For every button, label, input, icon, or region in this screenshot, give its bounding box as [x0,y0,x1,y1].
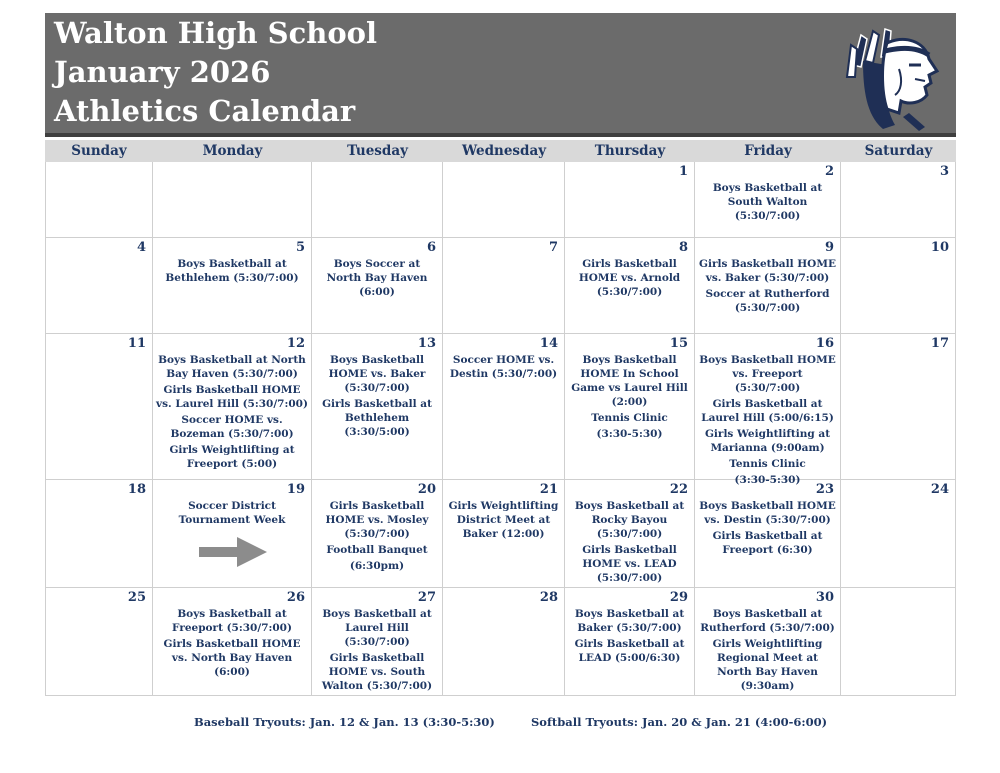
event-entry: Boys Basketball HOME vs. Freeport (5:30/7:00) [699,354,836,394]
calendar-day-cell [443,480,565,588]
weekday-wednesday: Wednesday [461,143,547,159]
event-entry: Girls Basketball HOME vs. LEAD (5:30/7:00) [582,544,677,584]
day-events [698,353,837,489]
event-entry: Girls Weightlifting at Freeport (5:00) [169,444,295,470]
calendar-day-cell [565,162,695,238]
month-title: January 2026 [54,55,271,89]
day-number: 17 [930,336,949,351]
day-number: 22 [669,482,688,497]
day-number: 5 [295,240,305,255]
day-number: 4 [136,240,146,255]
event-entry: Boys Basketball at North Bay Haven (5:30/7:00) [158,354,306,380]
day-number: 10 [930,240,949,255]
calendar-day-cell [312,238,443,334]
weekday-friday: Friday [744,143,792,159]
weekday-thursday: Thursday [594,143,666,159]
day-number: 18 [127,482,146,497]
calendar-day-cell [153,480,312,588]
calendar-day-cell [45,238,153,334]
day-events [698,181,837,225]
event-entry: Boys Basketball at Rutherford (5:30/7:00) [700,608,835,634]
day-events [698,499,837,559]
event-entry: Boys Basketball HOME In School Game vs Laurel Hill (2:00) [571,354,688,408]
calendar-day-cell [695,162,841,238]
day-events [315,257,439,301]
day-number: 21 [539,482,558,497]
calendar-day-cell [153,588,312,696]
weekday-monday: Monday [202,143,263,159]
event-entry: Soccer HOME vs. Bozeman (5:30/7:00) [170,414,294,440]
day-events [698,607,837,695]
event-entry: Boys Basketball at Freeport (5:30/7:00) [172,608,292,634]
calendar-day-cell [443,588,565,696]
event-entry: Boys Basketball at South Walton (5:30/7:00) [712,182,823,222]
event-entry: Girls Basketball HOME vs. South Walton (5:30/7:00) [321,652,433,692]
event-entry: Soccer District Tournament Week [178,500,286,526]
day-number: 20 [417,482,436,497]
event-entry: Girls Basketball HOME vs. Arnold (5:30/7:00) [578,258,681,298]
school-name: Walton High School [54,16,378,50]
calendar-day-cell [695,238,841,334]
mascot-head-logo-icon [843,21,943,131]
day-number: 12 [286,336,305,351]
calendar-day-cell [565,334,695,480]
calendar-day-cell [565,238,695,334]
event-entry: Boys Basketball at Rocky Bayou (5:30/7:00) [574,500,685,540]
calendar-day-cell [841,588,956,696]
weekday-tuesday: Tuesday [347,143,408,159]
calendar-day-cell [45,334,153,480]
day-events [698,257,837,317]
event-entry: Girls Weightlifting District Meet at Baker (12:00) [448,500,559,540]
day-number: 2 [824,164,834,179]
event-entry: Soccer at Rutherford (5:30/7:00) [705,288,830,314]
event-entry: Football Banquet [326,544,428,556]
day-events [156,607,308,681]
event-entry: Girls Basketball at Laurel Hill (5:00/6:15) [701,398,834,424]
calendar-day-cell [695,588,841,696]
weekday-sunday: Sunday [71,143,127,159]
event-entry: Girls Weightlifting at Marianna (9:00am) [704,428,831,454]
calendar-header [45,13,956,133]
event-entry: Girls Basketball HOME vs. Baker (5:30/7:00) [699,258,836,284]
calendar-day-cell [443,238,565,334]
event-entry: Tennis Clinic [591,412,668,424]
calendar-day-cell [153,238,312,334]
calendar-day-cell [312,588,443,696]
event-entry: Boys Basketball HOME vs. Destin (5:30/7:00) [699,500,836,526]
day-number: 13 [417,336,436,351]
day-number: 19 [286,482,305,497]
day-number: 11 [127,336,146,351]
day-events [568,257,691,301]
calendar-day-cell [841,162,956,238]
event-entry: Girls Basketball HOME vs. Laurel Hill (5:30/7:00) [156,384,308,410]
day-events [156,353,308,473]
event-entry: (3:30-5:30) [734,474,801,486]
day-events [446,499,561,543]
event-entry: Girls Basketball HOME vs. Mosley (5:30/7:00) [325,500,429,540]
event-entry: Girls Weightlifting Regional Meet at North Bay Haven (9:30am) [712,638,823,692]
calendar-day-cell [153,334,312,480]
day-events [568,499,691,587]
day-events [156,499,308,529]
event-entry: Girls Basketball HOME vs. North Bay Haven (6:00) [163,638,301,678]
calendar-day-cell [443,162,565,238]
event-entry: Boys Basketball at Laurel Hill (5:30/7:00) [322,608,432,648]
day-number: 7 [548,240,558,255]
event-entry: Girls Basketball at Bethlehem (3:30/5:00) [322,398,432,438]
day-number: 27 [417,590,436,605]
softball-tryouts-note: Softball Tryouts: Jan. 20 & Jan. 21 (4:00-6:00) [531,715,828,729]
event-entry: (3:30-5:30) [596,428,663,440]
calendar-day-cell [565,588,695,696]
event-entry: Boys Soccer at North Bay Haven (6:00) [326,258,428,298]
calendar-day-cell [695,334,841,486]
calendar-day-cell [695,480,841,588]
calendar-day-cell [565,480,695,588]
day-number: 26 [286,590,305,605]
calendar-grid [45,162,956,696]
day-number: 6 [426,240,436,255]
calendar-footer [0,715,1000,733]
day-number: 24 [930,482,949,497]
event-entry: Tennis Clinic [729,458,806,470]
day-number: 25 [127,590,146,605]
day-events [315,353,439,441]
calendar-day-cell [841,238,956,334]
calendar-title: Athletics Calendar [54,94,356,128]
weekday-header-row [45,140,956,162]
day-number: 9 [824,240,834,255]
day-number: 23 [815,482,834,497]
event-entry: Girls Basketball at Freeport (6:30) [712,530,823,556]
day-events [315,499,439,575]
event-entry: Girls Basketball at LEAD (5:00/6:30) [574,638,685,664]
day-number: 16 [815,336,834,351]
day-events [156,257,308,287]
event-entry: Boys Basketball at Baker (5:30/7:00) [574,608,685,634]
day-number: 15 [669,336,688,351]
calendar-day-cell [841,334,956,480]
event-entry: Boys Basketball HOME vs. Baker (5:30/7:00) [328,354,426,394]
day-events [446,353,561,383]
day-number: 14 [539,336,558,351]
day-number: 3 [939,164,949,179]
day-number: 8 [678,240,688,255]
calendar-day-cell [45,588,153,696]
calendar-day-cell [443,334,565,480]
calendar-day-cell [312,334,443,480]
day-events [568,353,691,443]
calendar-day-cell [312,480,443,588]
calendar-day-cell [45,162,153,238]
calendar-day-cell [312,162,443,238]
calendar-day-cell [841,480,956,588]
right-arrow-icon [199,537,267,567]
day-number: 28 [539,590,558,605]
day-number: 30 [815,590,834,605]
day-number: 29 [669,590,688,605]
baseball-tryouts-note: Baseball Tryouts: Jan. 12 & Jan. 13 (3:30-5:30) [194,715,495,729]
day-events [568,607,691,667]
day-number: 1 [678,164,688,179]
calendar-day-cell [153,162,312,238]
calendar-day-cell [45,480,153,588]
event-entry: (6:30pm) [349,560,405,572]
day-events [315,607,439,695]
weekday-saturday: Saturday [864,143,933,159]
event-entry: Soccer HOME vs. Destin (5:30/7:00) [449,354,558,380]
event-entry: Boys Basketball at Bethlehem (5:30/7:00) [165,258,299,284]
